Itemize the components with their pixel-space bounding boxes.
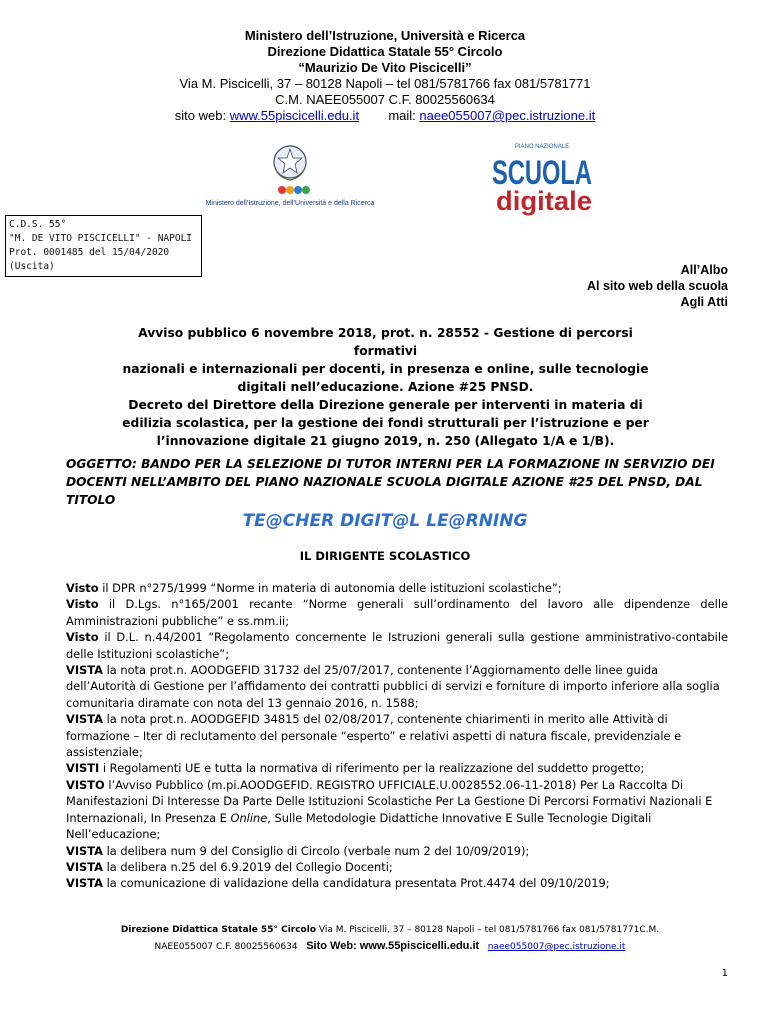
stamp-line: Prot. 0001485 del 15/04/2020 [9, 247, 170, 258]
recipient: Al sito web della scuola [586, 279, 728, 293]
ministry-name: Ministero dell’Istruzione, Università e Ricerca [244, 28, 526, 43]
premise-paragraph: VISTA la delibera n.25 del 6.9.2019 del Collegio Docenti; [66, 859, 393, 874]
notice-line: digitali nell’educazione. Azione #25 PNSD. [237, 380, 534, 394]
recipients [587, 262, 728, 310]
protocol-stamp [5, 215, 202, 277]
footer-website: Sito Web: www.55piscicelli.edu.it [306, 940, 480, 952]
italian-emblem-icon [260, 140, 320, 198]
premise-paragraph: VISTI i Regolamenti UE e tutta la normativa di riferimento per la realizzazione del suddetto progetto; [66, 761, 645, 776]
psnd-subtitle: PIANO NAZIONALE [514, 144, 570, 150]
web-label: sito web: [174, 108, 227, 123]
contact-line [90, 108, 680, 124]
footer-contact-line [80, 938, 700, 955]
website-link[interactable]: www.55piscicelli.edu.it [229, 108, 360, 123]
psnd-word-digitale: digitale [496, 186, 592, 216]
school-codes: C.M. NAEE055007 C.F. 80025560634 [275, 92, 495, 107]
school-direction: Direzione Didattica Statale 55° Circolo [267, 44, 503, 59]
premise-paragraph: VISTO l’Avviso Pubblico (m.pi.AOODGEFID. REGISTRO UFFICIALE.U.0028552.06-11-2018) Per La Raccolta Di Manifestazioni Di Interesse Da Parte Delle Istituzioni Scolastiche Per La Gestione Di Percorsi Formativi Nazionali E Internazionali, In Presenza E Online, Sulle Metodologie Didattiche Innovative E Sulle Tecnologie Digitali Nell’educazione; [66, 777, 713, 842]
notice-line: Avviso pubblico 6 novembre 2018, prot. n. 28552 - Gestione di percorsi formativi [138, 326, 633, 358]
notice-line: nazionali e internazionali per docenti, in presenza e online, sulle tecnologie [122, 362, 649, 376]
premise-paragraph: VISTA la nota prot.n. AOODGEFID 31732 del 25/07/2017, contenente l’Aggiornamento delle linee guida dell’Autorità di Gestione per l’affidamento dei contratti pubblici di servizi e forniture di importo inferiore alla soglia comunitaria diramate con nota del 13 gennaio 2016, n. 1588; [66, 663, 720, 710]
signatory-heading: IL DIRIGENTE SCOLASTICO [299, 549, 471, 563]
recipient: All’Albo [680, 263, 728, 277]
recipient: Agli Atti [680, 295, 728, 309]
stamp-line: C.D.S. 55° [9, 219, 67, 230]
premise-paragraph: VISTA la comunicazione di validazione della candidatura presentata Prot.4474 del 09/10/2019; [66, 876, 610, 891]
stamp-line: (Uscita) [9, 261, 55, 272]
school-address: Via M. Piscicelli, 37 – 80128 Napoli – tel 081/5781766 fax 081/5781771 [179, 76, 591, 91]
premise-paragraph: Visto il D.L. n.44/2001 “Regolamento concernente le Istruzioni generali sulla gestione amministrativo-contabile delle Istituzioni scolastiche”; [66, 630, 728, 661]
subject [66, 455, 746, 509]
subject-line: DOCENTI NELL’AMBITO DEL PIANO NAZIONALE SCUOLA DIGITALE AZIONE #25 DEL PNSD, DAL TITOLO [66, 475, 703, 507]
page-number: 1 [721, 968, 728, 979]
premise-paragraph: VISTA la delibera num 9 del Consiglio di Circolo (verbale num 2 del 10/09/2019); [66, 843, 530, 858]
footer-address: Via M. Piscicelli, 37 – 80128 Napoli – tel 081/5781766 fax 081/5781771C.M. [316, 925, 660, 935]
scuola-digitale-logo [490, 140, 605, 216]
school-name: “Maurizio De Vito Piscicelli” [298, 60, 472, 75]
ministry-logo [180, 140, 400, 207]
mail-label: mail: [388, 108, 416, 123]
premise-paragraph: Visto il D.Lgs. n°165/2001 recante “Norme generali sull’ordinamento del lavoro alle dipendenze delle Amministrazioni pubbliche” e ss.mm.ii; [66, 597, 728, 628]
notice-line: edilizia scolastica, per la gestione dei fondi strutturali per l’istruzione e per [122, 416, 649, 430]
notice-line: l’innovazione digitale 21 giugno 2019, n. 250 (Allegato 1/A e 1/B). [156, 434, 615, 448]
premise-paragraph: VISTA la nota prot.n. AOODGEFID 34815 del 02/08/2017, contenente chiarimenti in merito alle Attività di formazione – Iter di reclutamento del personale “esperto” e relativi aspetti di natura fiscale, previdenziale e assistenziale; [66, 712, 682, 760]
premise-paragraph: Visto il DPR n°275/1999 “Norme in materia di autonomia delle istituzioni scolastiche”; [66, 581, 562, 595]
footer-codes: NAEE055007 C.F. 80025560634 [154, 942, 298, 952]
footer-address-line [80, 922, 700, 938]
page-footer [80, 922, 700, 955]
notice-reference [108, 324, 663, 450]
letterhead [90, 28, 680, 124]
footer-school-name: Direzione Didattica Statale 55° Circolo [120, 925, 317, 935]
document-body [66, 580, 728, 892]
psnd-word-scuola: SCUOLA [492, 154, 592, 192]
email-link[interactable]: naee055007@pec.istruzione.it [419, 108, 596, 123]
notice-line: Decreto del Direttore della Direzione generale per interventi in materia di [128, 398, 643, 412]
stamp-line: "M. DE VITO PISCICELLI" - NAPOLI [9, 233, 193, 244]
subject-line: OGGETTO: BANDO PER LA SELEZIONE DI TUTOR INTERNI PER LA FORMAZIONE IN SERVIZIO DEI [66, 457, 715, 471]
project-title: TE@CHER DIGIT@L LE@RNING [242, 511, 528, 531]
footer-email-link[interactable]: naee055007@pec.istruzione.it [487, 942, 626, 952]
ministry-logo-caption: Ministero dell’Istruzione, dell’Università e della Ricerca [205, 200, 375, 207]
